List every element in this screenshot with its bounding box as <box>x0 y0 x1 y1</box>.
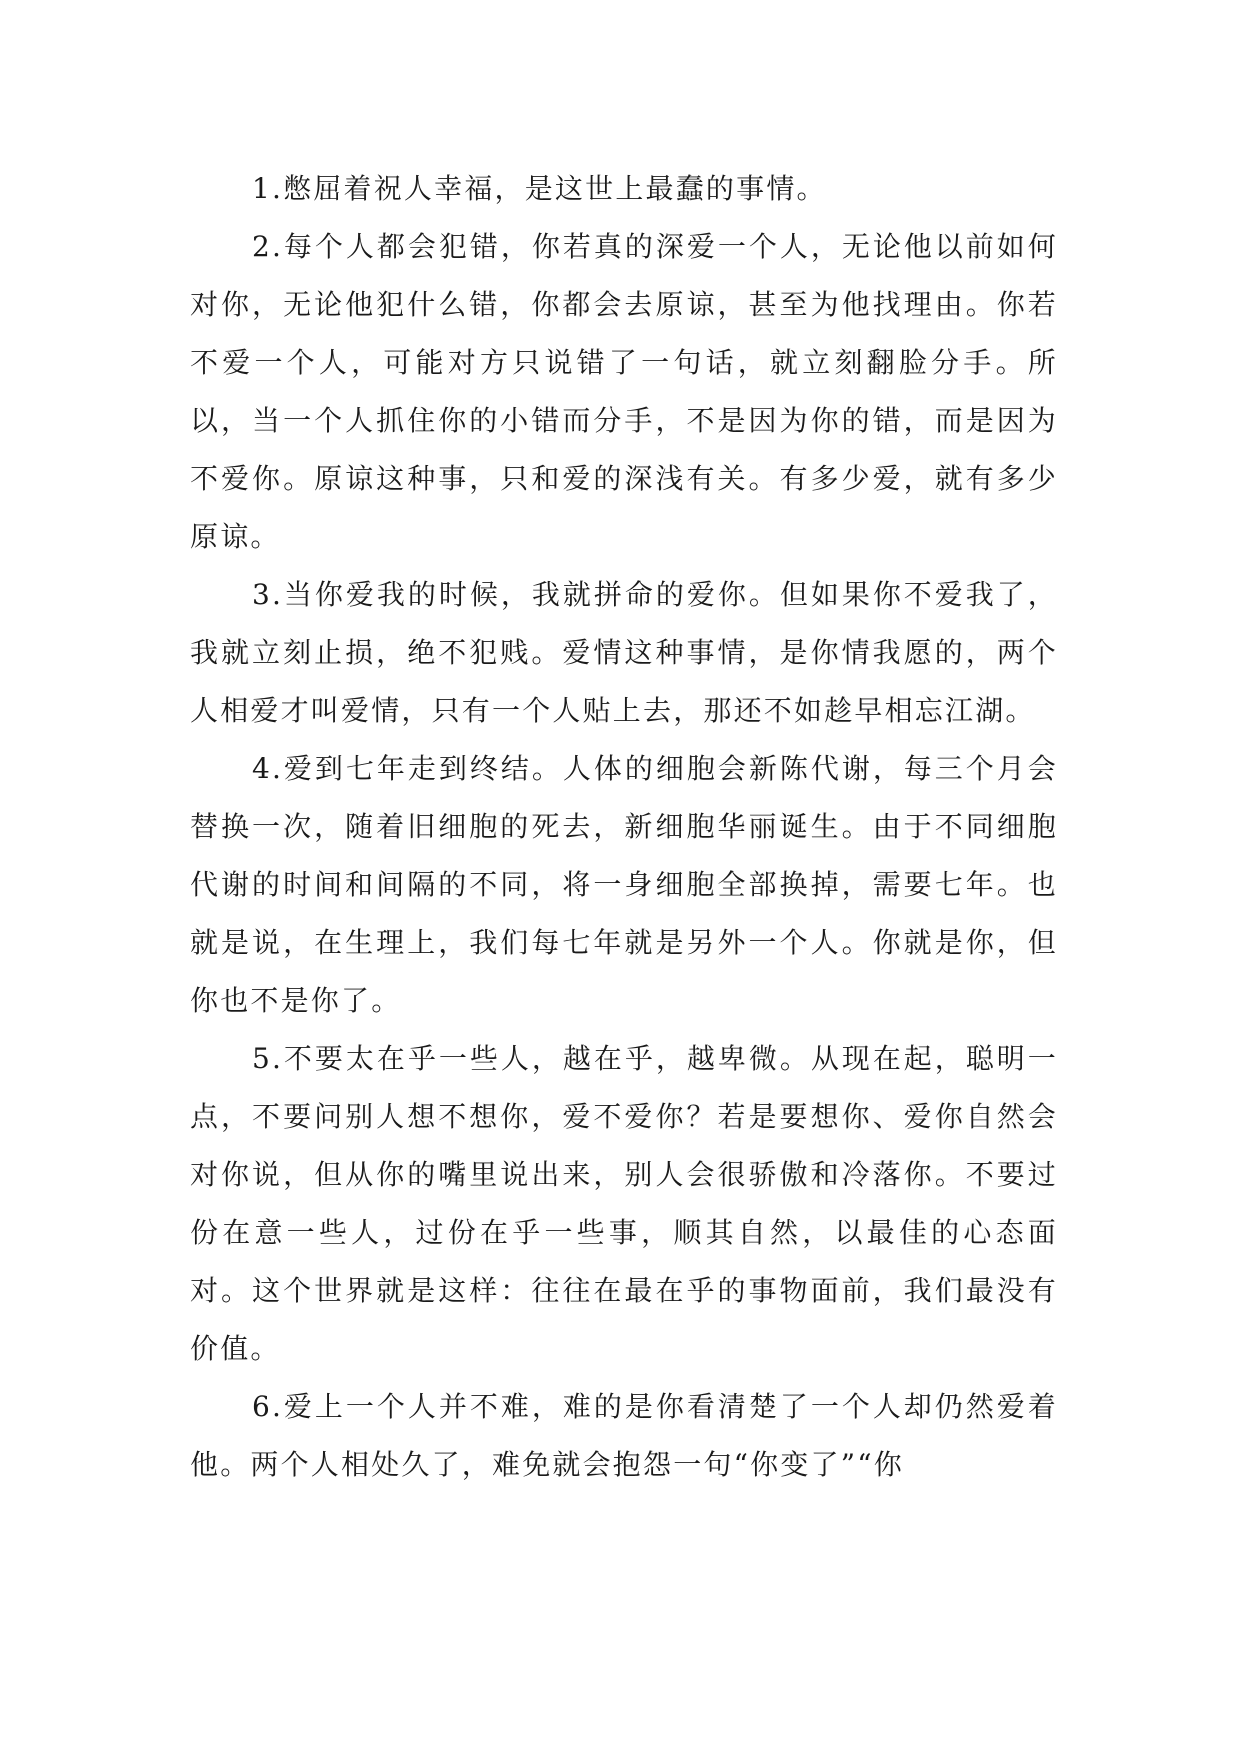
paragraph-6: 6.爱上一个人并不难，难的是你看清楚了一个人却仍然爱着他。两个人相处久了，难免就会抱怨一句“你变了”“你 <box>190 1390 1058 1481</box>
paragraph-5: 5.不要太在乎一些人，越在乎，越卑微。从现在起，聪明一点，不要问别人想不想你，爱不爱你？若是要想你、爱你自然会对你说，但从你的嘴里说出来，别人会很骄傲和冷落你。不要过份在意一些人，过份在乎一些事，顺其自然，以最佳的心态面对。这个世界就是这样：往往在最在乎的事物面前，我们最没有价值。 <box>190 1042 1058 1365</box>
paragraph-2: 2.每个人都会犯错，你若真的深爱一个人，无论他以前如何对你，无论他犯什么错，你都会去原谅，甚至为他找理由。你若不爱一个人，可能对方只说错了一句话，就立刻翻脸分手。所以，当一个人抓住你的小错而分手，不是因为你的错，而是因为不爱你。原谅这种事，只和爱的深浅有关。有多少爱，就有多少原谅。 <box>190 230 1058 553</box>
document-body <box>190 160 1058 1494</box>
paragraph-4: 4.爱到七年走到终结。人体的细胞会新陈代谢，每三个月会替换一次，随着旧细胞的死去，新细胞华丽诞生。由于不同细胞代谢的时间和间隔的不同，将一身细胞全部换掉，需要七年。也就是说，在生理上，我们每七年就是另外一个人。你就是你，但你也不是你了。 <box>190 752 1058 1017</box>
paragraph-3: 3.当你爱我的时候，我就拼命的爱你。但如果你不爱我了，我就立刻止损，绝不犯贱。爱情这种事情，是你情我愿的，两个人相爱才叫爱情，只有一个人贴上去，那还不如趁早相忘江湖。 <box>190 578 1058 727</box>
paragraph-1: 1.憋屈着祝人幸福，是这世上最蠢的事情。 <box>252 172 827 205</box>
